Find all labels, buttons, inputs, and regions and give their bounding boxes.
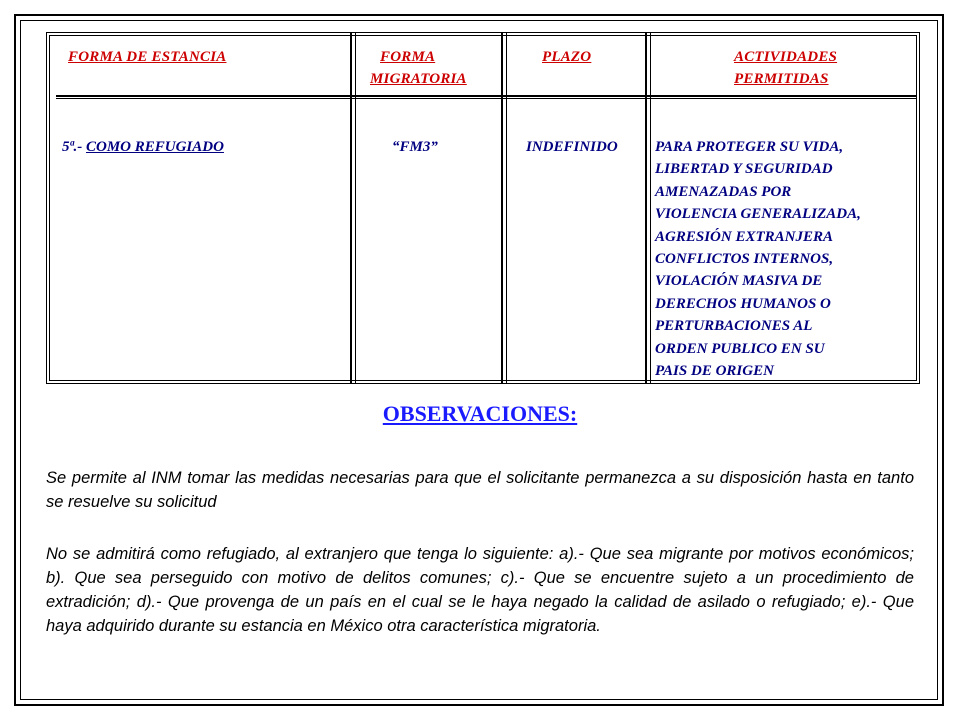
column-divider xyxy=(350,32,356,384)
header-rule xyxy=(56,95,916,99)
header-forma-migratoria-line2: MIGRATORIA xyxy=(370,71,467,87)
row-plazo: INDEFINIDO xyxy=(526,139,618,155)
observaciones-title: OBSERVACIONES: xyxy=(382,401,578,426)
actividad-line: ORDEN PUBLICO EN SU xyxy=(655,340,825,357)
row-forma-estancia xyxy=(62,136,224,158)
actividad-line: AGRESIÓN EXTRANJERA xyxy=(655,228,833,245)
observaciones-paragraph-1: Se permite al INM tomar las medidas necesarias para que el solicitante permanezca a su disposición hasta en tanto se resuelve su solicitud xyxy=(46,469,914,511)
header-actividades-line1: ACTIVIDADES xyxy=(734,49,838,65)
actividad-line: LIBERTAD Y SEGURIDAD xyxy=(655,161,833,178)
row-forma-migratoria: “FM3” xyxy=(392,139,438,155)
actividad-line: VIOLACIÓN MASIVA DE xyxy=(655,273,823,290)
header-actividades-line2: PERMITIDAS xyxy=(734,71,829,87)
actividad-line: DERECHOS HUMANOS O xyxy=(655,295,831,312)
column-divider xyxy=(501,32,507,384)
header-forma-estancia: FORMA DE ESTANCIA xyxy=(68,49,227,65)
actividad-line: PAIS DE ORIGEN xyxy=(655,363,774,380)
header-forma-migratoria-line1: FORMA xyxy=(380,49,436,65)
actividad-line: PARA PROTEGER SU VIDA, xyxy=(655,139,844,155)
actividad-line: AMENAZADAS POR xyxy=(655,183,792,200)
actividad-line: VIOLENCIA GENERALIZADA, xyxy=(655,206,861,223)
actividad-line: CONFLICTOS INTERNOS, xyxy=(655,251,834,268)
actividad-line: PERTURBACIONES AL xyxy=(655,318,813,335)
row-actividades xyxy=(655,136,861,382)
row-forma-estancia-label: COMO REFUGIADO xyxy=(86,139,224,155)
row-number: 5ª.- xyxy=(62,139,86,155)
observaciones-paragraph-2: No se admitirá como refugiado, al extranjero que tenga lo siguiente: a).- Que sea migrante por motivos económicos; b). Que sea perseguido con motivo de delitos comunes; c).- Que se encuentre sujeto a un procedimiento de extradición; d).- Que provenga de un país en el cual se le haya negado la calidad de asilado o refugiado; e).- Que haya adquirido durante su estancia en México otra característica migratoria. xyxy=(46,545,914,635)
column-divider xyxy=(645,32,651,384)
header-plazo: PLAZO xyxy=(542,49,592,65)
